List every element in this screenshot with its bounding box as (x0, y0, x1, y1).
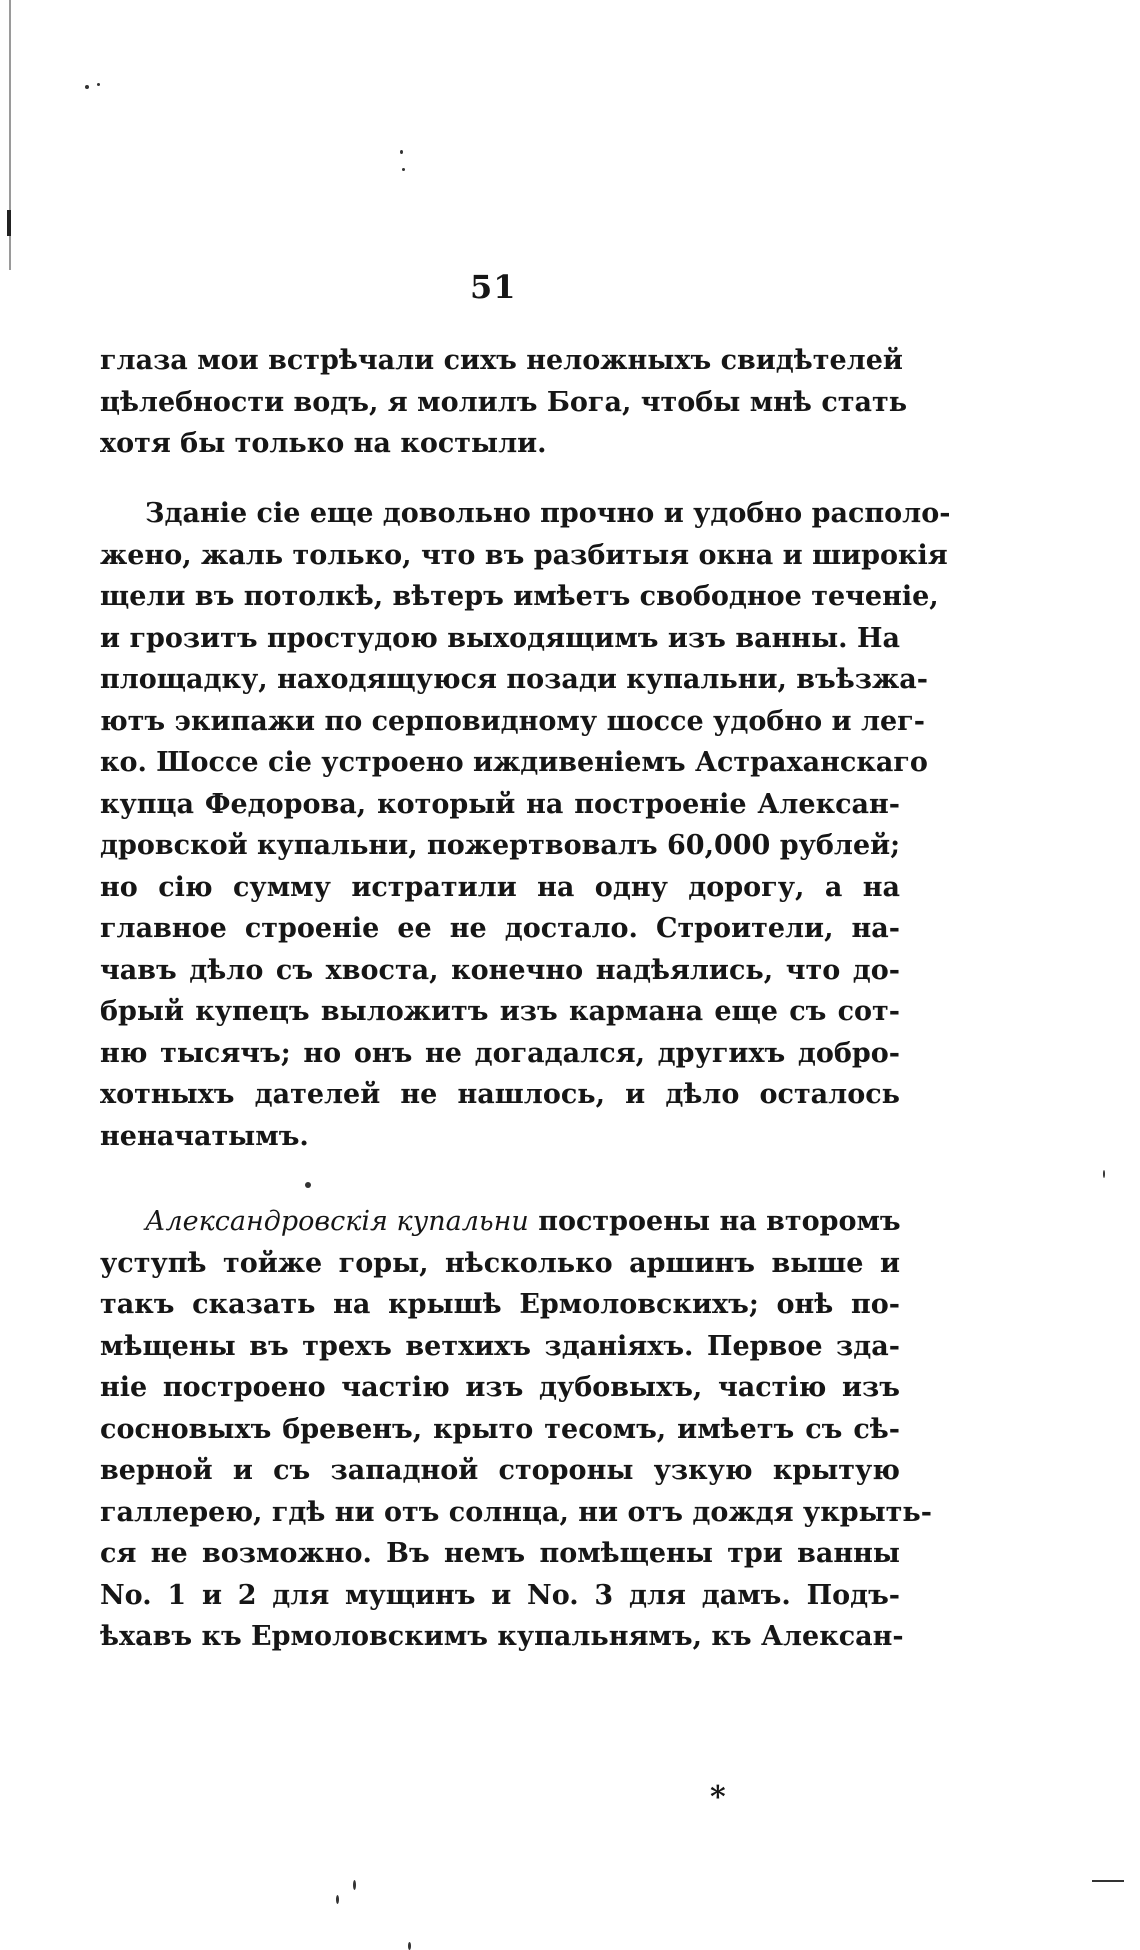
text-line: верной и съ западной стороны узкую крытую (100, 1455, 900, 1486)
scan-speck (305, 1182, 311, 1188)
text-line: хотя бы только на костыли. (100, 428, 547, 459)
text-line: купца Федорова, который на построеніе Алексан- (100, 788, 900, 820)
text-line: чавъ дѣло съ хвоста, конечно надѣялись, что до- (100, 954, 900, 986)
text-line: жено, жаль только, что въ разбитыя окна и широкія (100, 539, 948, 571)
text-line: и грозитъ простудою выходящимъ изъ ванны. На (100, 622, 900, 654)
text-line: уступѣ тойже горы, нѣсколько аршинъ выше и (100, 1247, 900, 1279)
text-run: построены на второмъ (538, 1206, 901, 1237)
text-line: мѣщены въ трехъ ветхихъ зданіяхъ. Первое зда- (100, 1330, 900, 1362)
text-line: цѣлебности водъ, я молилъ Бога, чтобы мнѣ стать (100, 386, 908, 418)
scan-speck (336, 1895, 339, 1904)
paragraph-alexandrovsky-baths (100, 1201, 932, 1658)
text-line: No. 1 и 2 для мущинъ и No. 3 для дамъ. Подъ- (100, 1579, 900, 1611)
text-line: главное строеніе ее не достало. Строители, на- (100, 913, 900, 944)
scan-edge-mark (7, 210, 11, 236)
text-line: ютъ экипажи по серповидному шоссе удобно и лег- (100, 705, 925, 737)
scan-speck (1092, 1880, 1124, 1882)
text-line: щели въ потолкѣ, вѣтеръ имѣетъ свободное теченіе, (100, 581, 939, 612)
text-line: ся не возможно. Въ немъ помѣщены три ванны (100, 1538, 900, 1569)
text-line: галлерею, гдѣ ни отъ солнца, ни отъ дождя укрыть- (100, 1496, 932, 1528)
text-line: площадку, находящуюся позади купальни, въѣзжа- (100, 664, 928, 695)
text-line: ко. Шоссе сіе устроено иждивеніемъ Астраханскаго (100, 747, 928, 778)
text-line (100, 1201, 900, 1243)
scan-speck (97, 83, 100, 86)
text-line: неначатымъ. (100, 1120, 309, 1152)
italic-lead: Александровскія купальни (145, 1206, 529, 1237)
text-line: Зданіе сіе еще довольно прочно и удобно располо- (145, 498, 951, 529)
paragraph-building (100, 493, 951, 1157)
text-line: ніе построено частію изъ дубовыхъ, частію изъ (100, 1372, 900, 1403)
scan-speck (85, 85, 89, 89)
text-line: но сію сумму истратили на одну дорогу, а на (100, 871, 900, 903)
paragraph-continuation (100, 340, 908, 465)
text-line: такъ сказать на крышѣ Ермоловскихъ; онѣ по- (100, 1289, 900, 1320)
page-number: 51 (470, 268, 517, 306)
text-line: ню тысячъ; но онъ не догадался, другихъ добро- (100, 1037, 900, 1069)
text-line: хотныхъ дателей не нашлось, и дѣло осталось (100, 1079, 900, 1110)
scan-speck (402, 168, 405, 171)
text-line: сосновыхъ бревенъ, крыто тесомъ, имѣетъ съ сѣ- (100, 1413, 900, 1445)
text-line: глаза мои встрѣчали сихъ неложныхъ свидѣтелей (100, 345, 903, 376)
scan-speck (400, 150, 403, 154)
text-line: дровской купальни, пожертвовалъ 60,000 рублей; (100, 830, 901, 861)
footer-asterisk: * (710, 1780, 726, 1815)
scan-speck (1103, 1170, 1105, 1178)
text-line: ѣхавъ къ Ермоловскимъ купальнямъ, къ Алексан- (100, 1621, 904, 1652)
scan-speck (353, 1880, 356, 1890)
text-line: брый купецъ выложитъ изъ кармана еще съ сот- (100, 996, 900, 1027)
scan-speck (408, 1942, 411, 1950)
